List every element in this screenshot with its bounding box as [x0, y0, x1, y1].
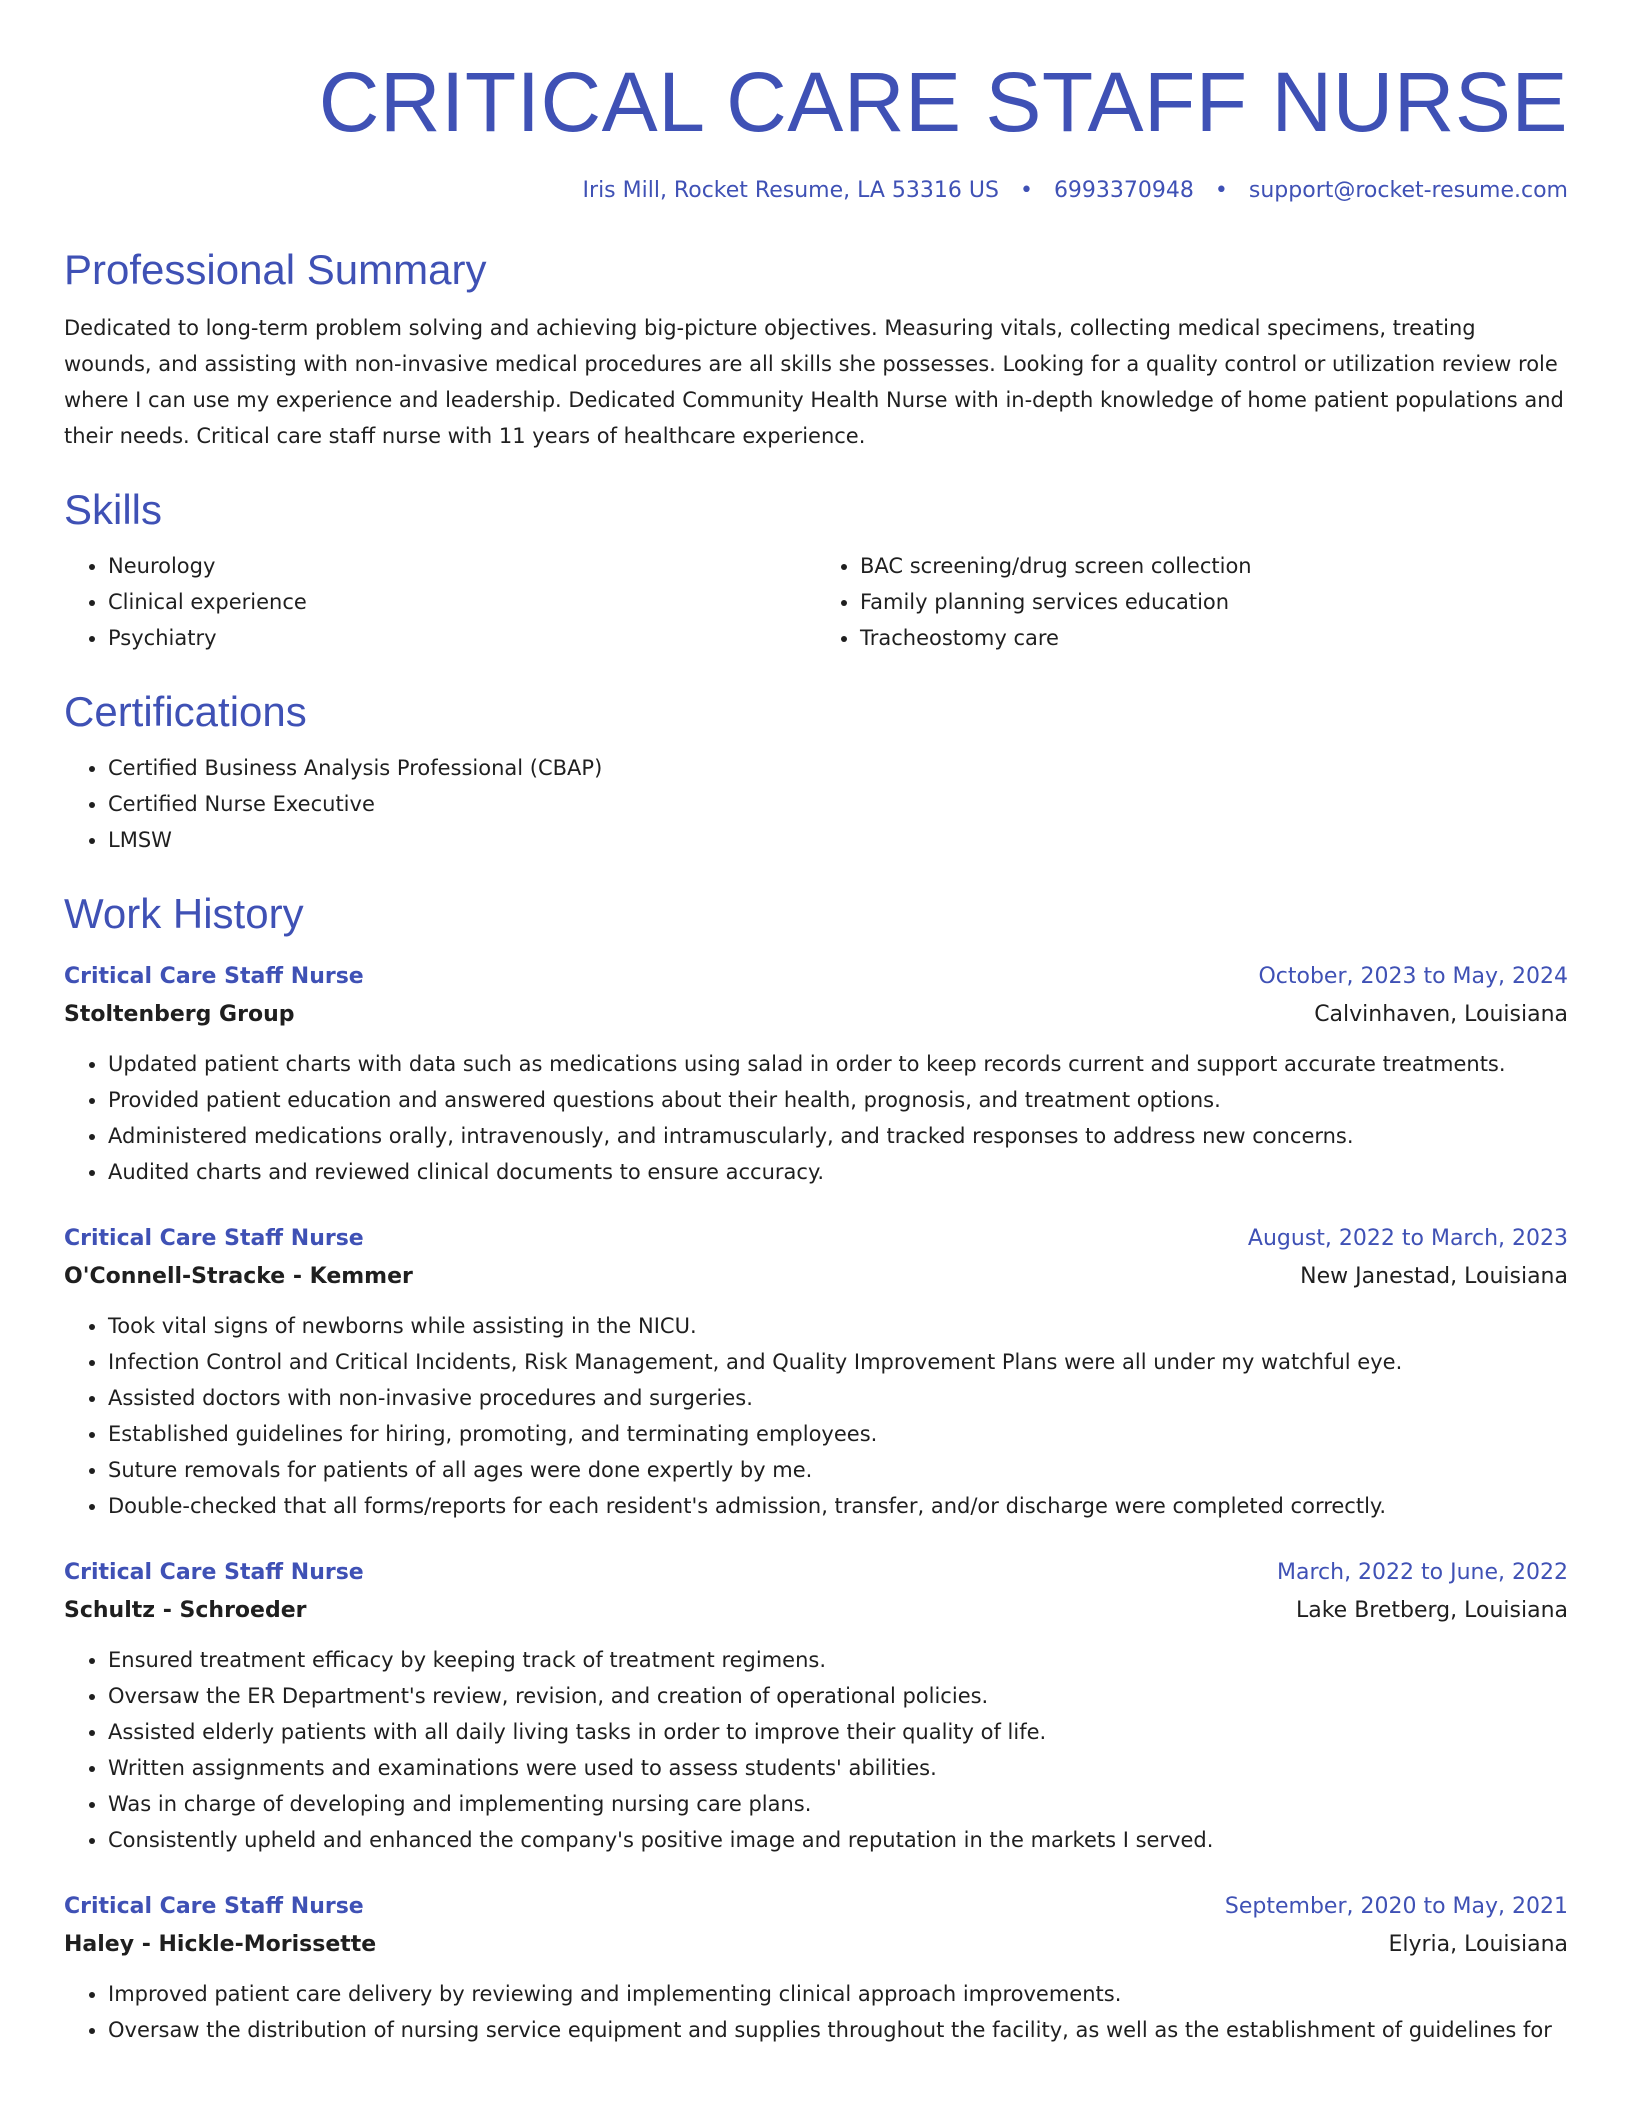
work-history-heading: Work History: [64, 890, 304, 937]
contact-line: [64, 176, 1568, 206]
job-location: Lake Bretberg, Louisiana: [1295, 1598, 1568, 1623]
job-header-row: [64, 1220, 1568, 1258]
job-title: Critical Care Staff Nurse: [64, 1226, 364, 1251]
job-header-row: [64, 1888, 1568, 1926]
job-entry: [64, 1888, 1568, 2048]
job-bullet: • Ensured treatment efficacy by keeping track of treatment regimens.: [108, 1642, 1568, 1678]
job-company: Stoltenberg Group: [64, 1002, 295, 1027]
job-entry: [64, 1554, 1568, 1858]
work-history-section: [64, 888, 1568, 2048]
contact-separator: •: [1019, 178, 1033, 203]
contact-address: Iris Mill, Rocket Resume, LA 53316 US: [582, 178, 999, 203]
job-title: Critical Care Staff Nurse: [64, 1560, 364, 1585]
job-bullet: • Assisted doctors with non-invasive procedures and surgeries.: [108, 1380, 1568, 1416]
skill-item: • Tracheostomy care: [860, 620, 1568, 656]
job-bullet: • Updated patient charts with data such as medications using salad in order to keep records current and support accurate treatments.: [108, 1046, 1568, 1082]
job-entry: [64, 1220, 1568, 1524]
summary-text: Dedicated to long-term problem solving and achieving big-picture objectives. Measuring vitals, collecting medical specimens, treating wounds, and assisting with non-invasive medical procedures are all skills she possesses. Looking for a quality control or utilization review role where I can use my experience and leadership. Dedicated Community Health Nurse with in-depth knowledge of home patient populations and their needs. Critical care staff nurse with 11 years of healthcare experience.: [64, 316, 1564, 448]
job-bullet: • Infection Control and Critical Incidents, Risk Management, and Quality Improvement Plans were all under my watchful eye.: [108, 1344, 1568, 1380]
skills-heading: Skills: [64, 486, 163, 533]
job-location: New Janestad, Louisiana: [1300, 1264, 1568, 1289]
skill-item: • Family planning services education: [860, 584, 1568, 620]
job-dates: August, 2022 to March, 2023: [1247, 1226, 1568, 1251]
skill-item: • Psychiatry: [108, 620, 816, 656]
job-bullet: • Written assignments and examinations were used to assess students' abilities.: [108, 1750, 1568, 1786]
job-bullet: • Double-checked that all forms/reports for each resident's admission, transfer, and/or discharge were completed correctly.: [108, 1488, 1568, 1524]
job-location: Elyria, Louisiana: [1388, 1932, 1568, 1957]
job-bullet: • Established guidelines for hiring, promoting, and terminating employees.: [108, 1416, 1568, 1452]
job-company-row: [64, 1258, 1568, 1296]
job-bullet: • Oversaw the ER Department's review, revision, and creation of operational policies.: [108, 1678, 1568, 1714]
skills-list-left: [64, 548, 816, 656]
job-company: Schultz - Schroeder: [64, 1598, 307, 1623]
resume-page: [64, 52, 1568, 2048]
job-bullet: • Suture removals for patients of all ages were done expertly by me.: [108, 1452, 1568, 1488]
skill-item: • BAC screening/drug screen collection: [860, 548, 1568, 584]
job-bullet: • Improved patient care delivery by reviewing and implementing clinical approach improvements.: [108, 1976, 1568, 2012]
job-company: O'Connell-Stracke - Kemmer: [64, 1264, 413, 1289]
job-company: Haley - Hickle-Morissette: [64, 1932, 377, 1957]
job-bullets: [64, 1976, 1568, 2048]
skill-item: • Clinical experience: [108, 584, 816, 620]
contact-phone: 6993370948: [1053, 178, 1194, 203]
job-company-row: [64, 996, 1568, 1034]
job-bullet: • Administered medications orally, intravenously, and intramuscularly, and tracked responses to address new concerns.: [108, 1118, 1568, 1154]
certifications-heading: Certifications: [64, 688, 307, 735]
certifications-section: [64, 686, 1568, 858]
contact-separator: •: [1214, 178, 1228, 203]
job-bullet: • Audited charts and reviewed clinical documents to ensure accuracy.: [108, 1154, 1568, 1190]
job-bullet: • Assisted elderly patients with all daily living tasks in order to improve their quality of life.: [108, 1714, 1568, 1750]
job-header-row: [64, 1554, 1568, 1592]
certification-item: • Certified Nurse Executive: [108, 786, 1568, 822]
job-bullet: • Was in charge of developing and implementing nursing care plans.: [108, 1786, 1568, 1822]
job-dates: September, 2020 to May, 2021: [1224, 1894, 1568, 1919]
job-header-row: [64, 958, 1568, 996]
skills-section: [64, 484, 1568, 656]
job-location: Calvinhaven, Louisiana: [1314, 1002, 1568, 1027]
certifications-list: [64, 750, 1568, 858]
certification-item: • LMSW: [108, 822, 1568, 858]
job-bullet: • Consistently upheld and enhanced the company's positive image and reputation in the markets I served.: [108, 1822, 1568, 1858]
job-dates: October, 2023 to May, 2024: [1258, 964, 1568, 989]
resume-name: CRITICAL CARE STAFF NURSE: [318, 55, 1568, 149]
job-bullet: • Oversaw the distribution of nursing service equipment and supplies throughout the facility, as well as the establishment of guidelines for: [108, 2012, 1568, 2048]
job-bullet: • Provided patient education and answered questions about their health, prognosis, and treatment options.: [108, 1082, 1568, 1118]
job-bullets: [64, 1642, 1568, 1858]
job-bullets: [64, 1308, 1568, 1524]
job-title: Critical Care Staff Nurse: [64, 964, 364, 989]
skills-grid: [64, 548, 1568, 656]
job-dates: March, 2022 to June, 2022: [1277, 1560, 1568, 1585]
job-company-row: [64, 1926, 1568, 1964]
contact-email: support@rocket-resume.com: [1248, 178, 1568, 203]
job-company-row: [64, 1592, 1568, 1630]
job-bullets: [64, 1046, 1568, 1190]
certification-item: • Certified Business Analysis Professional (CBAP): [108, 750, 1568, 786]
skill-item: • Neurology: [108, 548, 816, 584]
summary-heading: Professional Summary: [64, 246, 487, 293]
job-bullet: • Took vital signs of newborns while assisting in the NICU.: [108, 1308, 1568, 1344]
job-title: Critical Care Staff Nurse: [64, 1894, 364, 1919]
skills-list-right: [816, 548, 1568, 656]
job-entry: [64, 958, 1568, 1190]
